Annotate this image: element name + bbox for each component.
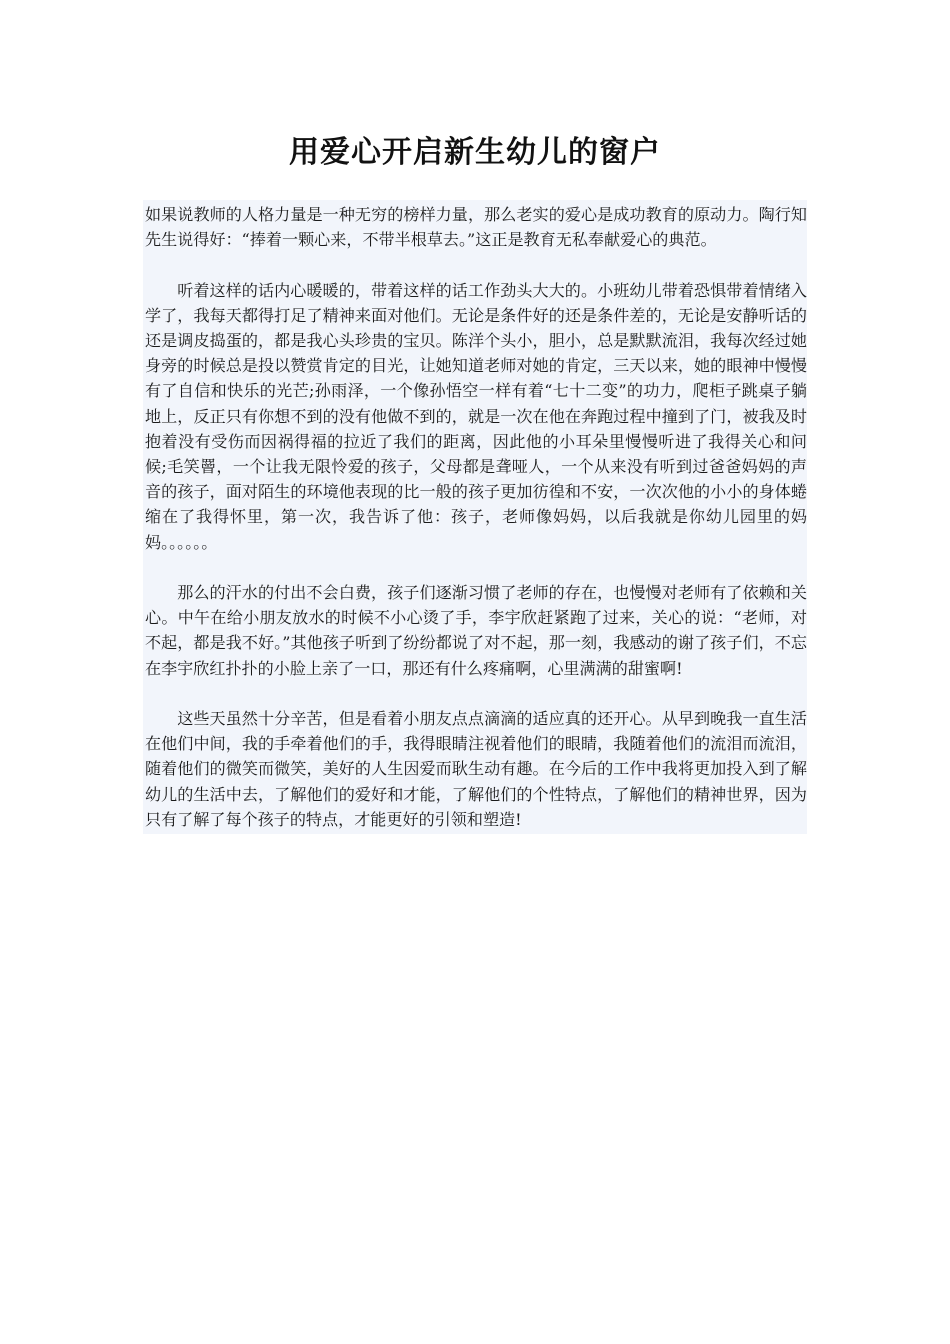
document-title: 用爱心开启新生幼儿的窗户: [289, 135, 661, 170]
paragraph-spacer: [145, 681, 807, 706]
paragraph-intro: 如果说教师的人格力量是一种无穷的榜样力量，那么老实的爱心是成功教育的原动力。陶行知先生说得好：“捧着一颗心来，不带半根草去。”这正是教育无私奉献爱心的典范。: [145, 205, 807, 250]
paragraph-children-stories: 听着这样的话内心暖暖的，带着这样的话工作劲头大大的。小班幼儿带着恐惧带着情绪入学了，我每天都得打足了精神来面对他们。无论是条件好的还是条件差的，无论是安静听话的还是调皮捣蛋的，都是我心头珍贵的宝贝。陈洋个头小，胆小，总是默默流泪，我每次经过她身旁的时候总是投以赞赏肯定的目光，让她知道老师对她的肯定，三天以来，她的眼神中慢慢有了自信和快乐的光芒;孙雨泽，一个像孙悟空一样有着“七十二变”的功力，爬柜子跳桌子躺地上，反正只有你想不到的没有他做不到的，就是一次在他在奔跑过程中撞到了门，被我及时抱着没有受伤而因祸得福的拉近了我们的距离，因此他的小耳朵里慢慢听进了我得关心和问候;毛笑罾，一个让我无限怜爱的孩子，父母都是聋哑人，一个从来没有听到过爸爸妈妈的声音的孩子，面对陌生的环境他表现的比一般的孩子更加彷徨和不安，一次次他的小小的身体蜷缩在了我得怀里，第一次，我告诉了他：孩子，老师像妈妈，以后我就是你幼儿园里的妈妈。。。。。。: [145, 280, 807, 552]
paragraph-spacer: [145, 252, 807, 277]
paragraph-spacer: [145, 555, 807, 580]
document-body: [143, 200, 807, 834]
paragraph-conclusion: 这些天虽然十分辛苦，但是看着小朋友点点滴滴的适应真的还开心。从早到晚我一直生活在他们中间，我的手牵着他们的手，我得眼睛注视着他们的眼睛，我随着他们的流泪而流泪，随着他们的微笑而微笑，美好的人生因爱而耿生动有趣。在今后的工作中我将更加投入到了解幼儿的生活中去，了解他们的爱好和才能，了解他们的个性特点，了解他们的精神世界，因为只有了解了每个孩子的特点，才能更好的引领和塑造!: [145, 709, 807, 829]
paragraph-children-care: 那么的汗水的付出不会白费，孩子们逐渐习惯了老师的存在，也慢慢对老师有了依赖和关心。中午在给小朋友放水的时候不小心烫了手，李宇欣赶紧跑了过来，关心的说：“老师，对不起，都是我不好。”其他孩子听到了纷纷都说了对不起，那一刻，我感动的谢了孩子们，不忘在李宇欣红扑扑的小脸上亲了一口，那还有什么疼痛啊，心里满满的甜蜜啊!: [145, 583, 807, 678]
